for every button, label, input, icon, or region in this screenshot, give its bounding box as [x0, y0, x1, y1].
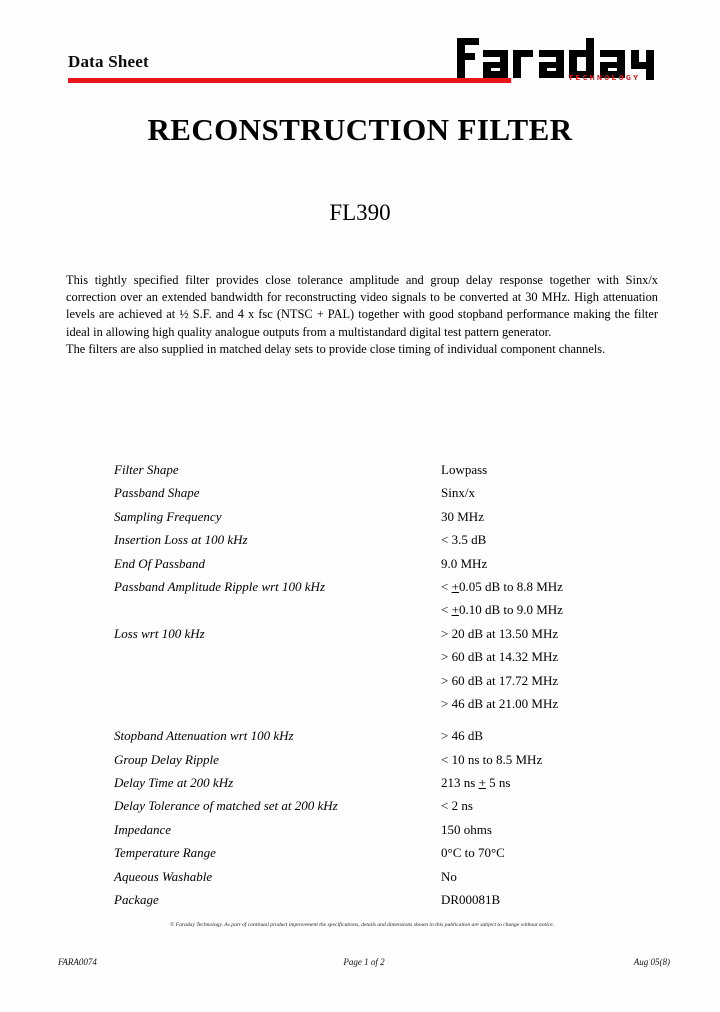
spec-value: > 46 dB: [441, 728, 484, 744]
intro-paragraph-1: This tightly specified filter provides close tolerance amplitude and group delay response together with Sinx/x correction over an extended bandwidth for reconstructing video signals to be converted at 30 MHz. High attenuation levels are achieved at ½ S.F. and 4 x fsc (NTSC + PAL) together with good stopband performance making the filter ideal in allowing high quality analogue outputs from a multistandard digital test pattern generator.: [66, 273, 658, 339]
spec-value: 150 ohms: [441, 821, 492, 837]
document-code: FARA0074: [58, 957, 97, 967]
spec-label: Aqueous Washable: [114, 868, 213, 884]
spec-value: 30 MHz: [441, 508, 484, 524]
specifications-table: [114, 458, 660, 911]
spec-value: > 46 dB at 21.00 MHz: [441, 695, 559, 711]
spec-row: [114, 669, 660, 692]
spec-row: [114, 622, 660, 645]
spec-value: No: [441, 868, 457, 884]
page-title: RECONSTRUCTION FILTER: [147, 112, 573, 147]
spec-row: [114, 481, 660, 504]
spec-label: Filter Shape: [114, 462, 179, 477]
spec-row: [114, 818, 660, 841]
logo-technology-text: TECHNOLOGY: [568, 74, 641, 83]
data-sheet-label: Data Sheet: [68, 52, 149, 71]
spec-value: < 3.5 dB: [441, 532, 487, 548]
plus-minus-symbol: +: [451, 578, 459, 594]
spec-row: [114, 841, 660, 864]
spec-row: [114, 598, 660, 621]
spec-label: Stopband Attenuation wrt 100 kHz: [114, 728, 294, 744]
spec-row: [114, 888, 660, 911]
spec-row: [114, 771, 660, 794]
spec-label: Passband Amplitude Ripple wrt 100 kHz: [114, 578, 326, 594]
spec-label: Delay Tolerance of matched set at 200 kHz: [114, 798, 338, 814]
spec-label: Group Delay Ripple: [114, 751, 219, 767]
page-header: [0, 0, 720, 100]
spec-row: [114, 528, 660, 551]
spec-label: Passband Shape: [114, 485, 200, 501]
intro-paragraph-2: The filters are also supplied in matched delay sets to provide close timing of individual component channels.: [66, 341, 606, 356]
spec-label: Delay Time at 200 kHz: [114, 775, 234, 791]
spec-value: 213 ns + 5 ns: [441, 775, 511, 791]
spec-value: > 60 dB at 17.72 MHz: [441, 672, 559, 688]
spec-label: End Of Passband: [114, 555, 205, 571]
spec-label: Temperature Range: [114, 845, 216, 861]
spec-row: [114, 552, 660, 575]
legal-disclaimer: © Faraday Technology. As part of continual product improvement the specifications, details and dimensions shown in this publication are subject to change without notice.: [170, 922, 554, 928]
spec-row: [114, 724, 660, 747]
spec-label: Loss wrt 100 kHz: [114, 625, 205, 641]
spec-value: 9.0 MHz: [441, 555, 488, 571]
spec-label: Impedance: [114, 821, 172, 837]
spec-row: [114, 575, 660, 598]
spec-row: [114, 505, 660, 528]
plus-minus-symbol: +: [478, 775, 486, 791]
spec-row: [114, 458, 660, 481]
spec-row: [114, 794, 660, 817]
faraday-logo: [455, 36, 660, 94]
page-footer: [58, 957, 670, 973]
spec-row: [114, 692, 660, 715]
spec-value: > 20 dB at 13.50 MHz: [441, 625, 559, 641]
part-number: FL390: [329, 200, 391, 225]
spec-label: Package: [114, 892, 159, 908]
plus-minus-symbol: +: [451, 602, 459, 618]
spec-value: 0°C to 70°C: [441, 845, 505, 861]
header-red-rule: [68, 78, 511, 83]
spec-label: Insertion Loss at 100 kHz: [114, 532, 248, 548]
intro-description: [66, 272, 658, 358]
spec-value: < 10 ns to 8.5 MHz: [441, 751, 543, 767]
spec-value: < 2 ns: [441, 798, 473, 814]
page-indicator: Page 1 of 2: [343, 957, 385, 967]
spec-row: [114, 865, 660, 888]
spec-row: [114, 748, 660, 771]
spec-value: Lowpass: [441, 462, 488, 477]
spec-row: [114, 645, 660, 668]
spec-value: Sinx/x: [441, 485, 475, 501]
spec-value: < +0.05 dB to 8.8 MHz: [441, 578, 563, 594]
spec-value: < +0.10 dB to 9.0 MHz: [441, 602, 563, 618]
revision-date: Aug 05(8): [633, 957, 670, 967]
spec-value: > 60 dB at 14.32 MHz: [441, 649, 559, 665]
spec-value: DR00081B: [441, 892, 501, 908]
spec-label: Sampling Frequency: [114, 508, 222, 524]
